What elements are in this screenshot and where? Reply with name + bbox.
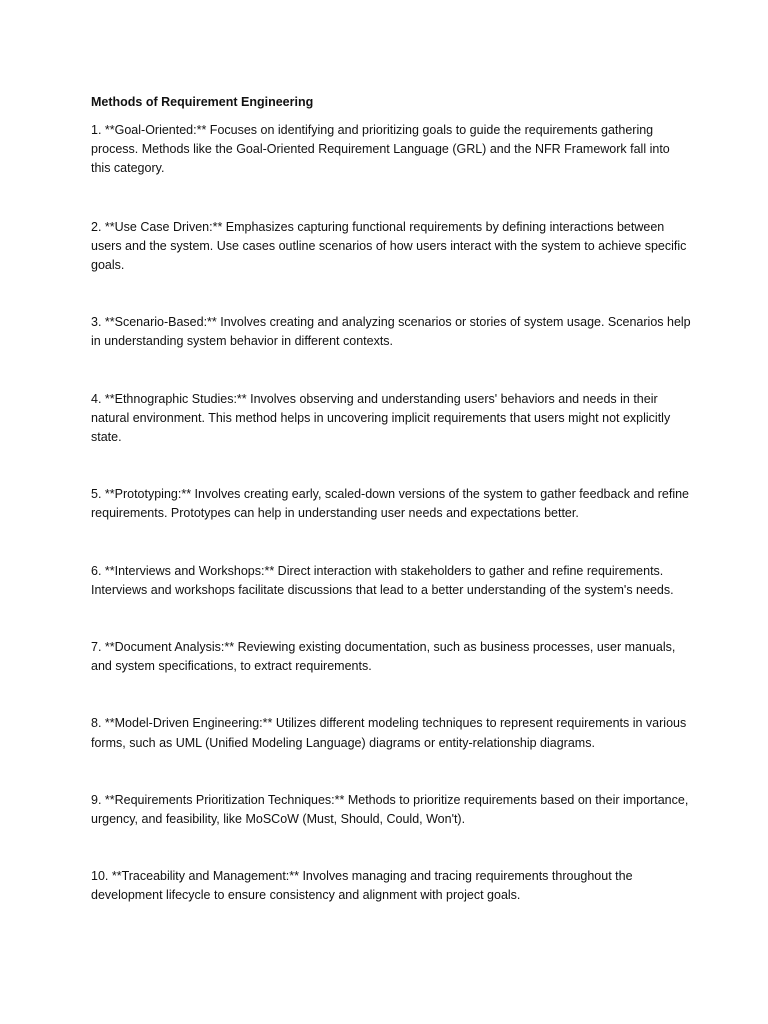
method-paragraph-7: 7. **Document Analysis:** Reviewing existing documentation, such as business processes, user manuals, and system specifications, to extract requirements. [91,640,676,674]
document-page [91,93,691,906]
method-paragraph-5: 5. **Prototyping:** Involves creating early, scaled-down versions of the system to gather feedback and refine requirements. Prototypes can help in understanding user needs and expectations better. [91,487,690,521]
method-paragraph-4: 4. **Ethnographic Studies:** Involves observing and understanding users' behaviors and needs in their natural environment. This method helps in uncovering implicit requirements that users might not explicitly state. [91,391,671,445]
method-paragraph-6: 6. **Interviews and Workshops:** Direct interaction with stakeholders to gather and refine requirements. Interviews and workshops facilitate discussions that lead to a better understanding of the system's needs. [91,563,674,597]
document-title: Methods of Requirement Engineering [91,95,314,109]
method-paragraph-3: 3. **Scenario-Based:** Involves creating and analyzing scenarios or stories of system usage. Scenarios help in understanding system behavior in different contexts. [91,315,691,349]
method-paragraph-10: 10. **Traceability and Management:** Involves managing and tracing requirements throughout the development lifecycle to ensure consistency and alignment with project goals. [91,869,633,903]
method-paragraph-9: 9. **Requirements Prioritization Techniques:** Methods to prioritize requirements based on their importance, urgency, and feasibility, like MoSCoW (Must, Should, Could, Won't). [91,792,689,827]
method-paragraph-2: 2. **Use Case Driven:** Emphasizes capturing functional requirements by defining interactions between users and the system. Use cases outline scenarios of how users interact with the system to achieve specific goals. [91,219,687,273]
method-paragraph-8: 8. **Model-Driven Engineering:** Utilizes different modeling techniques to represent requirements in various forms, such as UML (Unified Modeling Language) diagrams or entity-relationship diagrams. [91,716,687,750]
method-paragraph-1: 1. **Goal-Oriented:** Focuses on identifying and prioritizing goals to guide the requirements gathering process. Methods like the Goal-Oriented Requirement Language (GRL) and the NFR Framework fall into this category. [91,123,670,176]
